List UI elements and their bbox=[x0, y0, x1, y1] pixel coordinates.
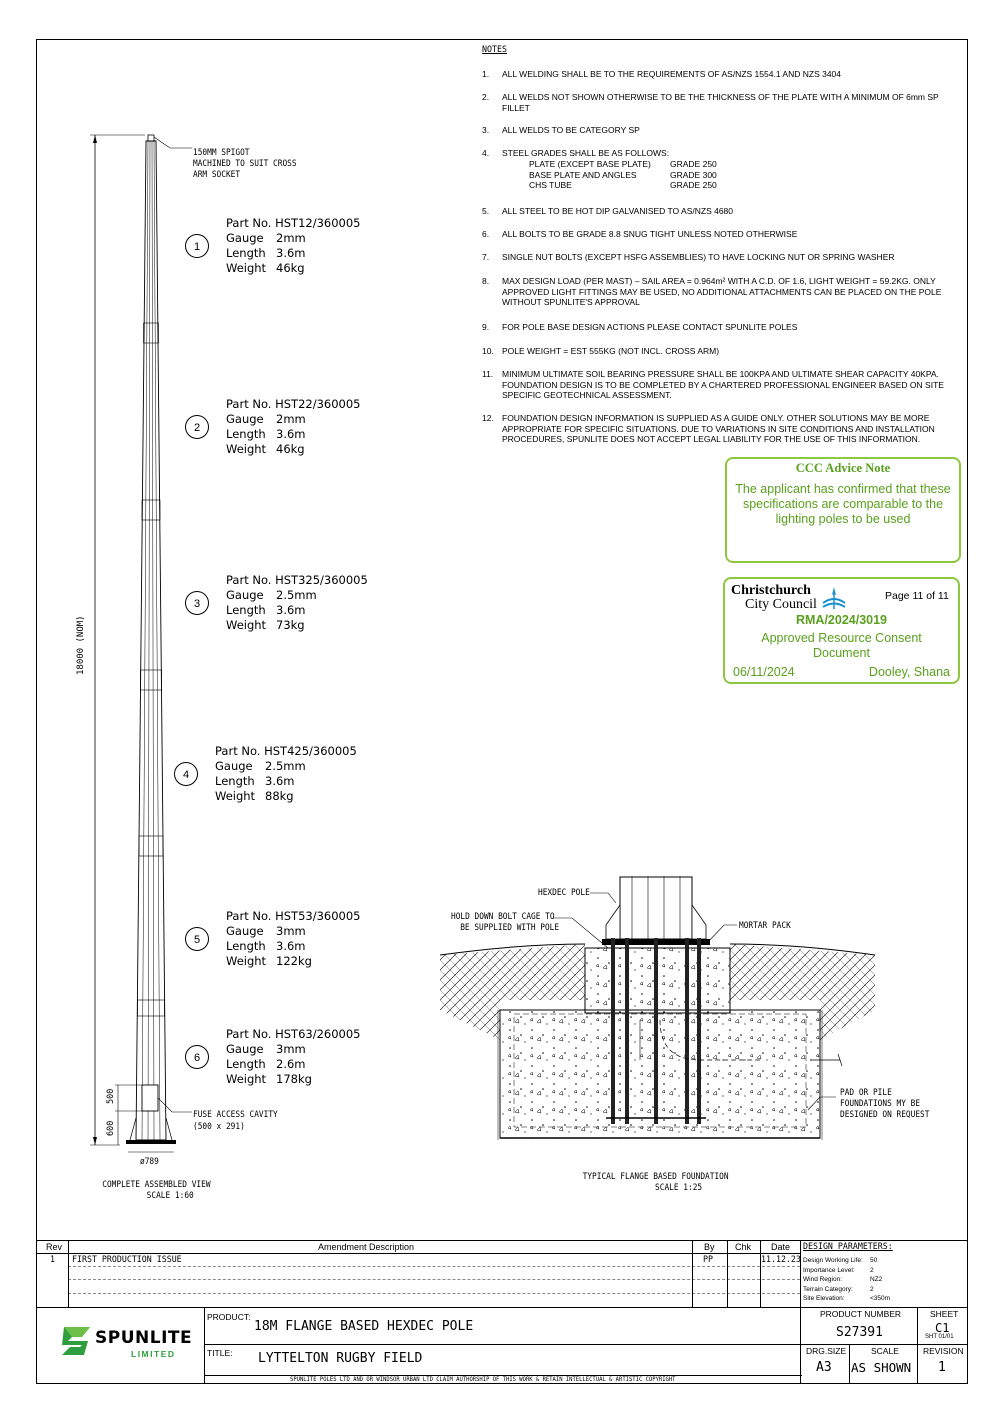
advice-body: The applicant has confirmed that these specifications are comparable to the lighting poles to be used bbox=[735, 482, 951, 526]
part-spec-5: Part No. HST53/360005 Gauge 3mm Length 3.6m Weight 122kg bbox=[226, 909, 361, 968]
council-name-1: Christchurch bbox=[731, 583, 811, 598]
sheet-label: SHEET bbox=[930, 1309, 959, 1319]
steel-grade-table: PLATE (EXCEPT BASE PLATE) GRADE 250 BASE PLATE AND ANGLES GRADE 300 CHS TUBE GRADE 250 bbox=[529, 159, 717, 190]
note-item: 10. POLE WEIGHT = EST 555KG (NOT INCL. CROSS ARM) bbox=[482, 346, 720, 356]
stamp-date: 06/11/2024 bbox=[733, 665, 795, 679]
sheet-of: SHT 01/01 bbox=[925, 1334, 954, 1340]
product-number-label: PRODUCT NUMBER bbox=[820, 1309, 902, 1319]
rev-value: 1 bbox=[50, 1255, 55, 1265]
drg-size-label: DRG.SIZE bbox=[806, 1346, 847, 1356]
logo-wordmark: SPUNLITE bbox=[95, 1328, 193, 1348]
revision-label: REVISION bbox=[923, 1346, 964, 1356]
hexdec-pole-label: HEXDEC POLE bbox=[538, 888, 590, 898]
notes-title: NOTES bbox=[482, 45, 507, 55]
sheet-value: C1 bbox=[935, 1321, 950, 1335]
scale-label: SCALE bbox=[871, 1346, 899, 1356]
part-circle-3: 3 bbox=[185, 591, 209, 615]
spigot-label: 150MM SPIGOT MACHINED TO SUIT CROSS ARM SOCKET bbox=[193, 148, 297, 180]
foundation-caption: TYPICAL FLANGE BASED FOUNDATION SCALE 1:25 bbox=[582, 1172, 729, 1193]
amend-value: FIRST PRODUCTION ISSUE bbox=[72, 1255, 182, 1265]
dimension-500: 500 bbox=[106, 1088, 116, 1104]
copyright-notice: SPUNLITE POLES LTD AND OR WINDSOR URBAN LTD CLAIM AUTHORSHIP OF THIS WORK & RETAIN INTELLECTUAL & ARTISTIC COPYRIGHT bbox=[290, 1376, 676, 1383]
diameter-label: ø789 bbox=[140, 1157, 159, 1167]
tb-rule bbox=[68, 1240, 69, 1307]
dimension-600: 600 bbox=[106, 1120, 116, 1136]
tb-rule bbox=[692, 1240, 693, 1307]
spunlite-logo-icon bbox=[60, 1325, 94, 1361]
note-item: 3. ALL WELDS TO BE CATEGORY SP bbox=[482, 125, 640, 135]
tb-rule bbox=[36, 1253, 800, 1254]
drg-size-value: A3 bbox=[816, 1360, 832, 1375]
note-item: 4. STEEL GRADES SHALL BE AS FOLLOWS: bbox=[482, 148, 670, 158]
chk-header: Chk bbox=[735, 1242, 752, 1252]
date-value: 11.12.23 bbox=[761, 1255, 801, 1265]
part-circle-4: 4 bbox=[174, 762, 198, 786]
stamp-page: Page 11 of 11 bbox=[885, 590, 949, 602]
council-name-2: City Council bbox=[745, 597, 817, 612]
tb-rule bbox=[36, 1307, 968, 1308]
design-params-title: DESIGN PARAMETERS: bbox=[803, 1242, 893, 1252]
assembled-view-caption: COMPLETE ASSEMBLED VIEW SCALE 1:60 bbox=[102, 1180, 211, 1201]
part-circle-2: 2 bbox=[185, 415, 209, 439]
note-item: 9. FOR POLE BASE DESIGN ACTIONS PLEASE CONTACT SPUNLITE POLES bbox=[482, 322, 798, 332]
tb-rule bbox=[68, 1266, 800, 1267]
product-value: 18M FLANGE BASED HEXDEC POLE bbox=[254, 1319, 474, 1334]
product-label: PRODUCT: bbox=[207, 1312, 251, 1322]
tb-rule bbox=[68, 1293, 800, 1294]
revision-value: 1 bbox=[938, 1360, 946, 1375]
title-label: TITLE: bbox=[207, 1348, 233, 1358]
part-spec-1: Part No. HST12/360005 Gauge 2mm Length 3.6m Weight 46kg bbox=[226, 216, 361, 275]
note-item: 12. FOUNDATION DESIGN INFORMATION IS SUPPLIED AS A GUIDE ONLY. OTHER SOLUTIONS MAY BE MORE APPROPRIATE FOR SPECIFIC SITUATIONS. DUE TO VARIATIONS IN SITE CONDITIONS AND INSTALLATION PROCEDURES, SPUNLITE DOES NOT ACCEPT LEGAL LIABILITY FOR THE USE OF THIS INFORMATION. bbox=[482, 413, 935, 444]
note-item: 8. MAX DESIGN LOAD (PER MAST) – SAIL AREA = 0.964m² WITH A C.D. OF 1.6, LIGHT WEIGHT = 59.2KG. ONLY APPROVED LIGHT FITTINGS MAY BE USED, NO ADDITIONAL ATTACHMENTS CAN BE PLACED ON THE POLE WITHOUT SPUNLITE'S APPROVAL bbox=[482, 276, 942, 307]
logo-subtitle: LIMITED bbox=[131, 1349, 176, 1359]
part-spec-4: Part No. HST425/360005 Gauge 2.5mm Length 3.6m Weight 88kg bbox=[215, 744, 357, 803]
amend-header: Amendment Description bbox=[318, 1242, 415, 1252]
note-item: 6. ALL BOLTS TO BE GRADE 8.8 SNUG TIGHT UNLESS NOTED OTHERWISE bbox=[482, 229, 798, 239]
product-number: S27391 bbox=[836, 1325, 883, 1340]
stamp-approved: Approved Resource Consent Document bbox=[761, 631, 922, 660]
tb-rule bbox=[204, 1307, 205, 1384]
stamp-reference: RMA/2024/3019 bbox=[795, 613, 888, 627]
note-item: 5. ALL STEEL TO BE HOT DIP GALVANISED TO AS/NZS 4680 bbox=[482, 206, 734, 216]
rev-header: Rev bbox=[46, 1242, 63, 1252]
by-value: PP bbox=[703, 1255, 713, 1265]
note-item: 2. ALL WELDS NOT SHOWN OTHERWISE TO BE THE THICKNESS OF THE PLATE WITH A MINIMUM OF 6mm SP FILLET bbox=[482, 92, 939, 113]
part-circle-6: 6 bbox=[185, 1045, 209, 1069]
by-header: By bbox=[704, 1242, 715, 1252]
mortar-pack-label: MORTAR PACK bbox=[739, 921, 791, 931]
tb-rule bbox=[917, 1307, 918, 1384]
tb-rule bbox=[36, 1240, 968, 1241]
fuse-cavity-label: FUSE ACCESS CAVITY (500 x 291) bbox=[193, 1110, 278, 1132]
tb-rule bbox=[849, 1344, 850, 1384]
part-circle-1: 1 bbox=[185, 234, 209, 258]
pad-foundation-label: PAD OR PILE FOUNDATIONS MY BE DESIGNED ON REQUEST bbox=[840, 1088, 930, 1120]
part-spec-3: Part No. HST325/360005 Gauge 2.5mm Length 3.6m Weight 73kg bbox=[226, 573, 368, 632]
advice-title: CCC Advice Note bbox=[795, 461, 891, 475]
title-value: LYTTELTON RUGBY FIELD bbox=[258, 1351, 423, 1366]
part-spec-2: Part No. HST22/360005 Gauge 2mm Length 3.6m Weight 46kg bbox=[226, 397, 361, 456]
height-dimension: 18000 (NOM) bbox=[76, 615, 86, 675]
part-spec-6: Part No. HST63/260005 Gauge 3mm Length 2.6m Weight 178kg bbox=[226, 1027, 361, 1086]
date-header: Date bbox=[771, 1242, 791, 1252]
tb-rule bbox=[760, 1240, 761, 1307]
design-params: Design Working Life: 50 Importance Level: 2 Wind Region: NZ2 Terrain Category: 2 Site Elevation: <350m bbox=[803, 1257, 891, 1302]
bolt-cage-label: HOLD DOWN BOLT CAGE TO BE SUPPLIED WITH POLE bbox=[451, 912, 560, 933]
stamp-officer: Dooley, Shana bbox=[868, 665, 950, 679]
part-circle-5: 5 bbox=[185, 927, 209, 951]
note-item: 1. ALL WELDING SHALL BE TO THE REQUIREMENTS OF AS/NZS 1554.1 AND NZS 3404 bbox=[482, 69, 842, 79]
note-item: 7. SINGLE NUT BOLTS (EXCEPT HSFG ASSEMBLIES) TO HAVE LOCKING NUT OR SPRING WASHER bbox=[482, 252, 895, 262]
tb-rule bbox=[727, 1240, 728, 1307]
scale-value: AS SHOWN bbox=[851, 1360, 912, 1375]
note-item: 11. MINIMUM ULTIMATE SOIL BEARING PRESSURE SHALL BE 100KPA AND ULTIMATE SHEAR CAPACITY 40KPA. FOUNDATION DESIGN IS TO BE COMPLETED BY A CHARTERED PROFESSIONAL ENGINEER BASED ON SITE SPECIFIC GEOTECHNICAL ASSESSMENT. bbox=[482, 369, 944, 400]
tb-rule bbox=[68, 1279, 800, 1280]
tb-rule bbox=[204, 1344, 968, 1345]
